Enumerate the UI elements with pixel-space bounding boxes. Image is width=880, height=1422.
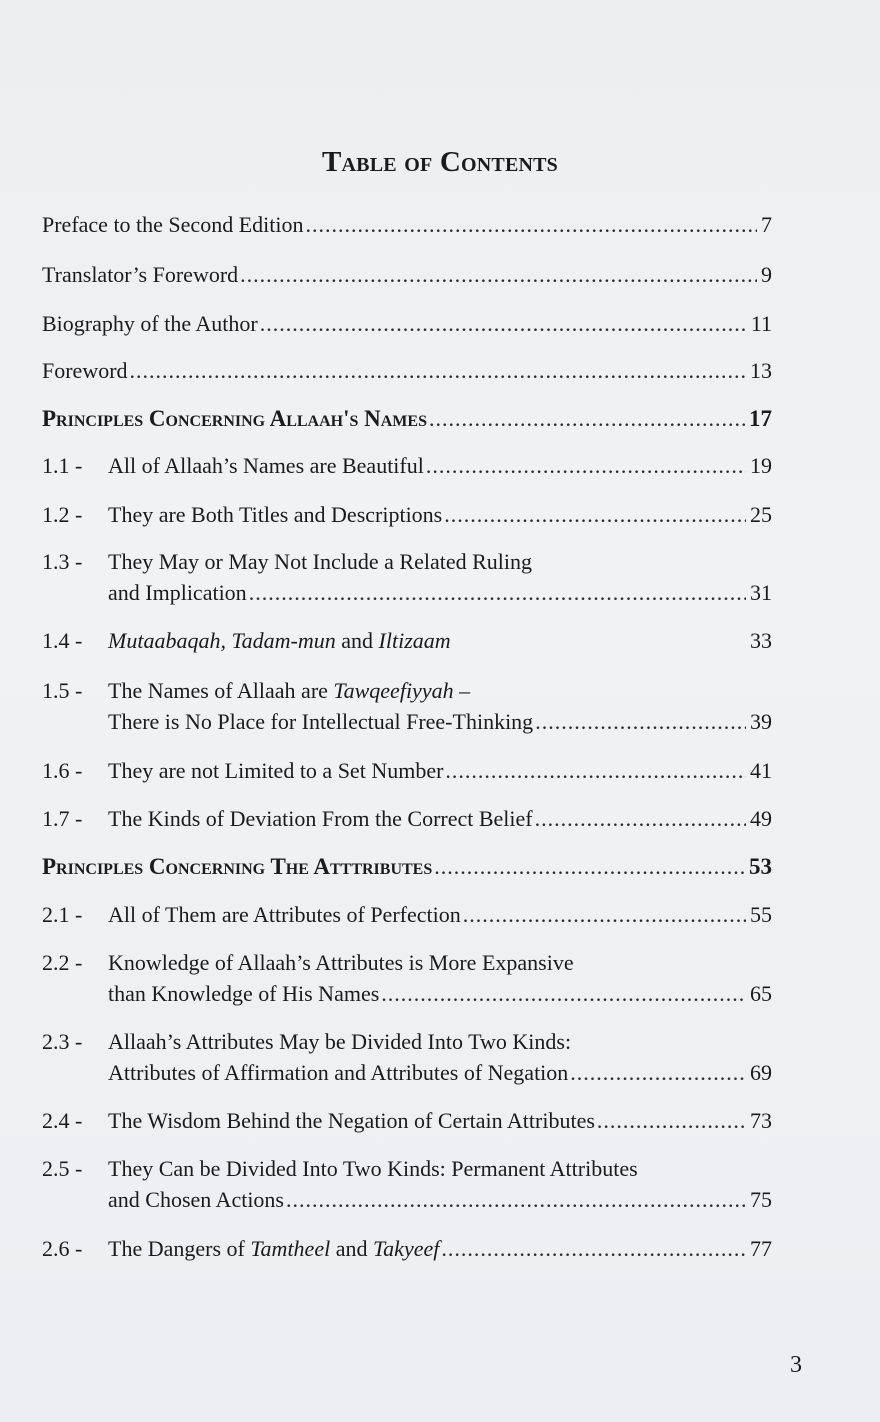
- toc-section-1-4[interactable]: [42, 625, 772, 656]
- toc-page-number: 7: [761, 212, 772, 237]
- toc-chapter-title: Principles Concerning Allaah's Names: [42, 406, 427, 431]
- toc-entry-title-line1: [108, 675, 772, 706]
- toc-section-2-6[interactable]: [42, 1233, 772, 1264]
- toc-chapter-attributes[interactable]: [42, 851, 772, 882]
- toc-page-number: 39: [750, 709, 772, 734]
- toc-entry-title: All of Them are Attributes of Perfection: [108, 902, 461, 927]
- toc-entry-title: Biography of the Author: [42, 311, 258, 336]
- section-number: 2.3 -: [42, 1029, 83, 1054]
- section-number: 1.4 -: [42, 628, 83, 653]
- toc-entry-title-line1: Allaah’s Attributes May be Divided Into Two Kinds:: [108, 1029, 572, 1054]
- toc-section-2-5[interactable]: [42, 1153, 772, 1215]
- leader-dots: [463, 899, 746, 930]
- page-number: 3: [790, 1352, 802, 1378]
- toc-section-1-2[interactable]: [42, 499, 772, 530]
- toc-entry-title-line1: They Can be Divided Into Two Kinds: Permanent Attributes: [108, 1156, 638, 1181]
- term-iltizaam: Iltizaam: [378, 628, 451, 653]
- toc-entry-title: [108, 1233, 439, 1264]
- toc-entry-title-line1: Knowledge of Allaah’s Attributes is More Expansive: [108, 950, 574, 975]
- text-fragment: and: [330, 1236, 373, 1261]
- term-takyeef: Takyeef: [372, 1236, 440, 1261]
- toc-entry-title-line2: There is No Place for Intellectual Free-Thinking: [108, 709, 534, 734]
- toc-page-number: 13: [750, 358, 772, 383]
- toc-section-1-7[interactable]: [42, 803, 772, 834]
- section-number: 1.1 -: [42, 453, 83, 478]
- leader-dots: [286, 1184, 746, 1215]
- leader-dots: [597, 1105, 746, 1136]
- toc-entry-translators-foreword[interactable]: [42, 259, 772, 290]
- toc-entry-title: All of Allaah’s Names are Beautiful: [108, 453, 424, 478]
- toc-page-number: 73: [750, 1108, 772, 1133]
- toc-entry-title: They are not Limited to a Set Number: [108, 758, 444, 783]
- toc-entry-title: They are Both Titles and Descriptions: [108, 502, 443, 527]
- toc-page-number: 31: [750, 580, 772, 605]
- toc-entry-preface[interactable]: [42, 209, 772, 240]
- toc-entry-title: Preface to the Second Edition: [42, 212, 304, 237]
- leader-dots: [535, 706, 746, 737]
- section-number: 2.6 -: [42, 1236, 83, 1261]
- term-mutaabaqah: Mutaabaqah,: [108, 628, 226, 653]
- section-number: 2.5 -: [42, 1156, 83, 1181]
- section-number: 2.2 -: [42, 950, 83, 975]
- toc-page-number: 41: [750, 758, 772, 783]
- toc-page-number: 77: [750, 1236, 772, 1261]
- section-number: 2.4 -: [42, 1108, 83, 1133]
- leader-dots: [535, 803, 746, 834]
- toc-chapter-title: Principles Concerning The Atttributes: [42, 854, 433, 879]
- toc-page-number: 33: [750, 628, 772, 653]
- section-number: 1.7 -: [42, 806, 83, 831]
- section-number: 1.3 -: [42, 549, 83, 574]
- leader-dots: [240, 259, 757, 290]
- toc-entry-title: Translator’s Foreword: [42, 262, 239, 287]
- toc-entry-title-line2: Attributes of Affirmation and Attributes of Negation: [108, 1060, 569, 1085]
- leader-dots: [434, 851, 745, 882]
- toc-page-number: 49: [750, 806, 772, 831]
- toc-page-number: 19: [750, 453, 772, 478]
- toc-chapter-allaahs-names[interactable]: [42, 403, 772, 434]
- toc-entry-title-line2: and Implication: [108, 580, 247, 605]
- toc-page-number: 9: [761, 262, 772, 287]
- toc-page-number: 53: [749, 854, 772, 879]
- toc-section-2-3[interactable]: [42, 1026, 772, 1088]
- toc-page-number: 17: [749, 406, 772, 431]
- toc-page-number: 75: [750, 1187, 772, 1212]
- leader-dots: [441, 1233, 746, 1264]
- toc-page-number: 25: [750, 502, 772, 527]
- toc-section-2-1[interactable]: [42, 899, 772, 930]
- toc-section-1-1[interactable]: [42, 450, 772, 481]
- toc-page-number: 55: [750, 902, 772, 927]
- text-fragment: –: [453, 678, 471, 703]
- toc-entry-title: The Kinds of Deviation From the Correct Belief: [108, 806, 533, 831]
- toc-section-2-2[interactable]: [42, 947, 772, 1009]
- toc-section-1-3[interactable]: [42, 546, 772, 608]
- toc-entry-title-line2: than Knowledge of His Names: [108, 981, 380, 1006]
- leader-dots: [444, 499, 746, 530]
- toc-entry-title-line1: They May or May Not Include a Related Ruling: [108, 549, 533, 574]
- term-tawqeefiyyah: Tawqeefiyyah: [333, 678, 454, 703]
- toc-section-2-4[interactable]: [42, 1105, 772, 1136]
- toc-entry-title: Foreword: [42, 358, 128, 383]
- toc-entry-title: [108, 625, 451, 656]
- text-fragment: The Dangers of: [108, 1236, 251, 1261]
- leader-dots: [429, 403, 745, 434]
- section-number: 1.2 -: [42, 502, 83, 527]
- section-number: 1.5 -: [42, 678, 83, 703]
- toc-section-1-6[interactable]: [42, 755, 772, 786]
- leader-dots: [305, 209, 757, 240]
- leader-dots: [570, 1057, 746, 1088]
- toc-section-1-5[interactable]: [42, 675, 772, 737]
- toc-entry-biography[interactable]: [42, 308, 772, 339]
- leader-dots: [426, 450, 746, 481]
- leader-dots: [445, 755, 746, 786]
- toc-page-number: 65: [750, 981, 772, 1006]
- toc-entry-title-line2: and Chosen Actions: [108, 1187, 284, 1212]
- toc-entry-foreword[interactable]: [42, 355, 772, 386]
- toc-page-number: 11: [750, 311, 772, 336]
- toc-page-number: 69: [750, 1060, 772, 1085]
- text-fragment: The Names of Allaah are: [108, 678, 334, 703]
- leader-dots: [260, 308, 747, 339]
- term-tadam-mun: Tadam-mun: [231, 628, 336, 653]
- leader-dots: [381, 978, 746, 1009]
- text-fragment: and: [335, 628, 379, 653]
- section-number: 2.1 -: [42, 902, 83, 927]
- toc-entry-title: The Wisdom Behind the Negation of Certain Attributes: [108, 1108, 595, 1133]
- section-number: 1.6 -: [42, 758, 83, 783]
- leader-dots: [249, 577, 746, 608]
- leader-dots: [130, 355, 746, 386]
- page-title: Table of Contents: [321, 146, 558, 178]
- term-tamtheel: Tamtheel: [250, 1236, 331, 1261]
